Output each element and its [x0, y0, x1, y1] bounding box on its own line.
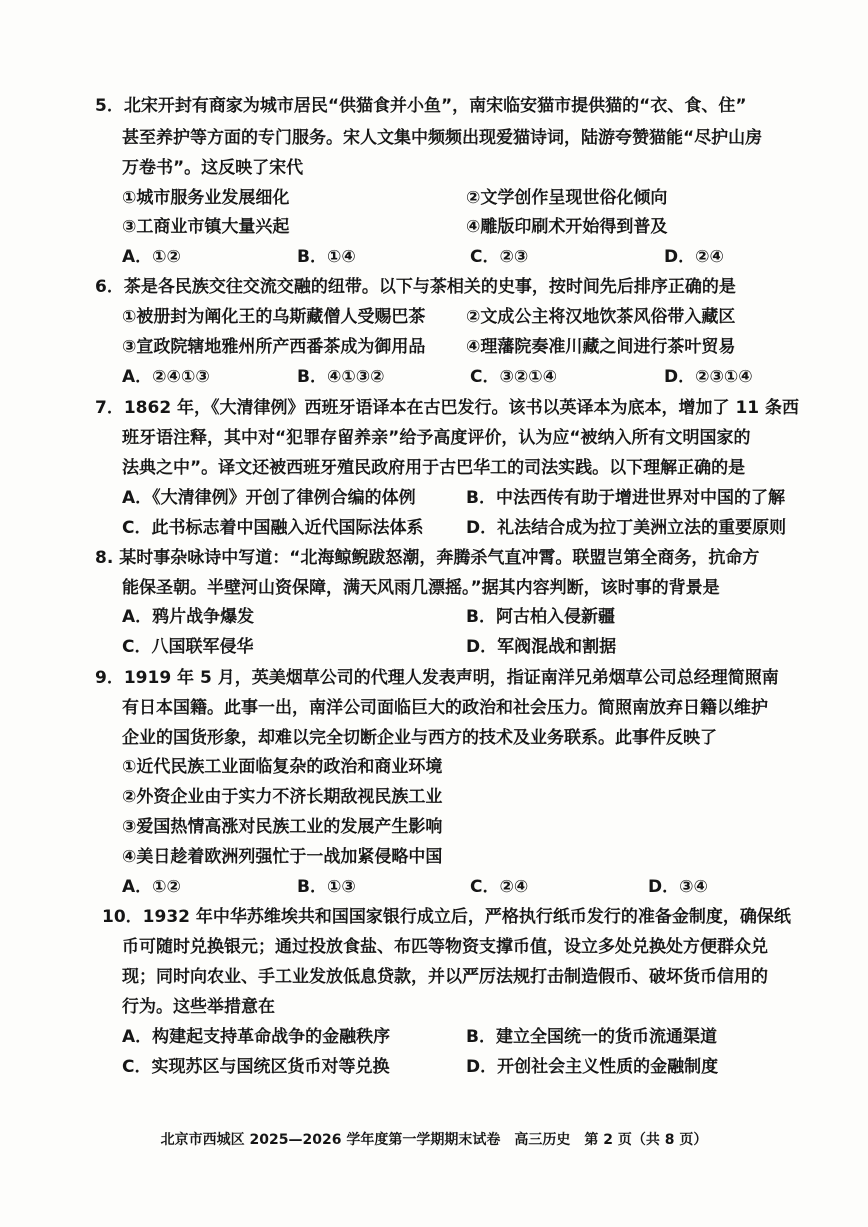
question-10-stem-line-2: 币可随时兑换银元；通过投放食盐、布匹等物资支撑币值，设立多处兑换处方便群众兑 — [122, 937, 768, 957]
question-9-stem-line-3: 企业的国货形象，却难以完全切断企业与西方的技术及业务联系。此事件反映了 — [122, 728, 717, 748]
question-8-stem-line-1: 8. 某时事杂咏诗中写道：“北海鲸鲵跋怒潮，奔腾杀气直冲霄。联盟岂第全商务，抗命方 — [95, 548, 760, 568]
question-8-stem-line-2: 能保圣朝。半壁河山资保障，满天风雨几漂摇。”据其内容判断，该时事的背景是 — [122, 578, 720, 598]
question-6-item-2: ②文成公主将汉地饮茶风俗带入藏区 — [466, 307, 736, 327]
page-footer: 北京市西城区 2025—2026 学年度第一学期期末试卷 高三历史 第 2 页（共 8 页） — [160, 1132, 708, 1148]
question-10-option-b[interactable]: B．建立全国统一的货币流通渠道 — [466, 1027, 717, 1047]
question-5-stem-line-1: 5．北宋开封有商家为城市居民“供猫食并小鱼”，南宋临安猫市提供猫的“衣、食、住” — [95, 96, 747, 116]
question-8-option-a[interactable]: A．鸦片战争爆发 — [122, 607, 255, 627]
question-7-stem-line-1: 7．1862 年，《大清律例》西班牙语译本在古巴发行。该书以英译本为底本，增加了 11 条西 — [95, 398, 800, 418]
question-10-stem-line-4: 行为。这些举措意在 — [122, 997, 275, 1017]
question-10-stem-line-1: 10．1932 年中华苏维埃共和国国家银行成立后，严格执行纸币发行的准备金制度，确保纸 — [102, 907, 791, 927]
question-9-item-1: ①近代民族工业面临复杂的政治和商业环境 — [122, 757, 443, 777]
question-9-option-a[interactable]: A．①② — [122, 877, 181, 897]
question-5-option-a[interactable]: A．①② — [122, 247, 181, 267]
question-6-item-3: ③宣政院辖地雅州所产西番茶成为御用品 — [122, 337, 426, 357]
question-9-stem-line-1: 9．1919 年 5 月，英美烟草公司的代理人发表声明，指证南洋兄弟烟草公司总经理简照南 — [95, 668, 779, 688]
question-6-option-a[interactable]: A．②④①③ — [122, 367, 210, 387]
question-9-item-3: ③爱国热情高涨对民族工业的发展产生影响 — [122, 817, 443, 837]
question-5-option-d[interactable]: D．②④ — [664, 247, 724, 267]
question-5-stem-line-2: 甚至养护等方面的专门服务。宋人文集中频频出现爱猫诗词，陆游夸赞猫能“尽护山房 — [122, 128, 763, 148]
question-6-option-c[interactable]: C．③②①④ — [470, 367, 558, 387]
question-9-option-b[interactable]: B．①③ — [297, 877, 356, 897]
question-7-option-c[interactable]: C．此书标志着中国融入近代国际法体系 — [122, 518, 424, 538]
question-7-option-b[interactable]: B．中法西传有助于增进世界对中国的了解 — [466, 488, 785, 508]
question-6-item-4: ④理藩院奏准川藏之间进行茶叶贸易 — [466, 337, 736, 357]
question-10-option-d[interactable]: D．开创社会主义性质的金融制度 — [466, 1057, 719, 1077]
question-6-item-1: ①被册封为阐化王的乌斯藏僧人受赐巴茶 — [122, 307, 426, 327]
question-5-option-c[interactable]: C．②③ — [470, 247, 529, 267]
question-6-option-d[interactable]: D．②③①④ — [664, 367, 753, 387]
question-6-stem-line-1: 6．茶是各民族交往交流交融的纽带。以下与茶相关的史事，按时间先后排序正确的是 — [95, 277, 736, 297]
question-5-stem-line-3: 万卷书”。这反映了宋代 — [122, 158, 304, 178]
question-5-item-4: ④雕版印刷术开始得到普及 — [466, 217, 668, 237]
question-7-stem-line-2: 班牙语注释，其中对“犯罪存留养亲”给予高度评价，认为应“被纳入所有文明国家的 — [122, 428, 751, 448]
question-9-stem-line-2: 有日本国籍。此事一出，南洋公司面临巨大的政治和社会压力。简照南放弃日籍以维护 — [122, 698, 768, 718]
question-7-stem-line-3: 法典之中”。译文还被西班牙殖民政府用于古巴华工的司法实践。以下理解正确的是 — [122, 458, 746, 478]
question-10-option-c[interactable]: C．实现苏区与国统区货币对等兑换 — [122, 1057, 390, 1077]
question-5-item-3: ③工商业市镇大量兴起 — [122, 217, 290, 237]
question-7-option-d[interactable]: D．礼法结合成为拉丁美洲立法的重要原则 — [466, 518, 787, 538]
question-5-option-b[interactable]: B．①④ — [297, 247, 356, 267]
question-8-option-c[interactable]: C．八国联军侵华 — [122, 637, 254, 657]
question-9-option-c[interactable]: C．②④ — [470, 877, 529, 897]
question-6-option-b[interactable]: B．④①③② — [297, 367, 385, 387]
question-5-item-2: ②文学创作呈现世俗化倾向 — [466, 188, 668, 208]
question-8-option-d[interactable]: D．军阀混战和割据 — [466, 637, 617, 657]
question-10-option-a[interactable]: A．构建起支持革命战争的金融秩序 — [122, 1027, 391, 1047]
question-9-item-4: ④美日趁着欧洲列强忙于一战加紧侵略中国 — [122, 847, 443, 867]
question-10-stem-line-3: 现；同时向农业、手工业发放低息贷款，并以严厉法规打击制造假币、破坏货币信用的 — [122, 967, 768, 987]
question-9-option-d[interactable]: D．③④ — [648, 877, 708, 897]
question-7-option-a[interactable]: A．《大清律例》开创了律例合编的体例 — [122, 488, 416, 508]
question-8-option-b[interactable]: B．阿古柏入侵新疆 — [466, 607, 615, 627]
question-9-item-2: ②外资企业由于实力不济长期敌视民族工业 — [122, 787, 443, 807]
question-5-item-1: ①城市服务业发展细化 — [122, 188, 290, 208]
